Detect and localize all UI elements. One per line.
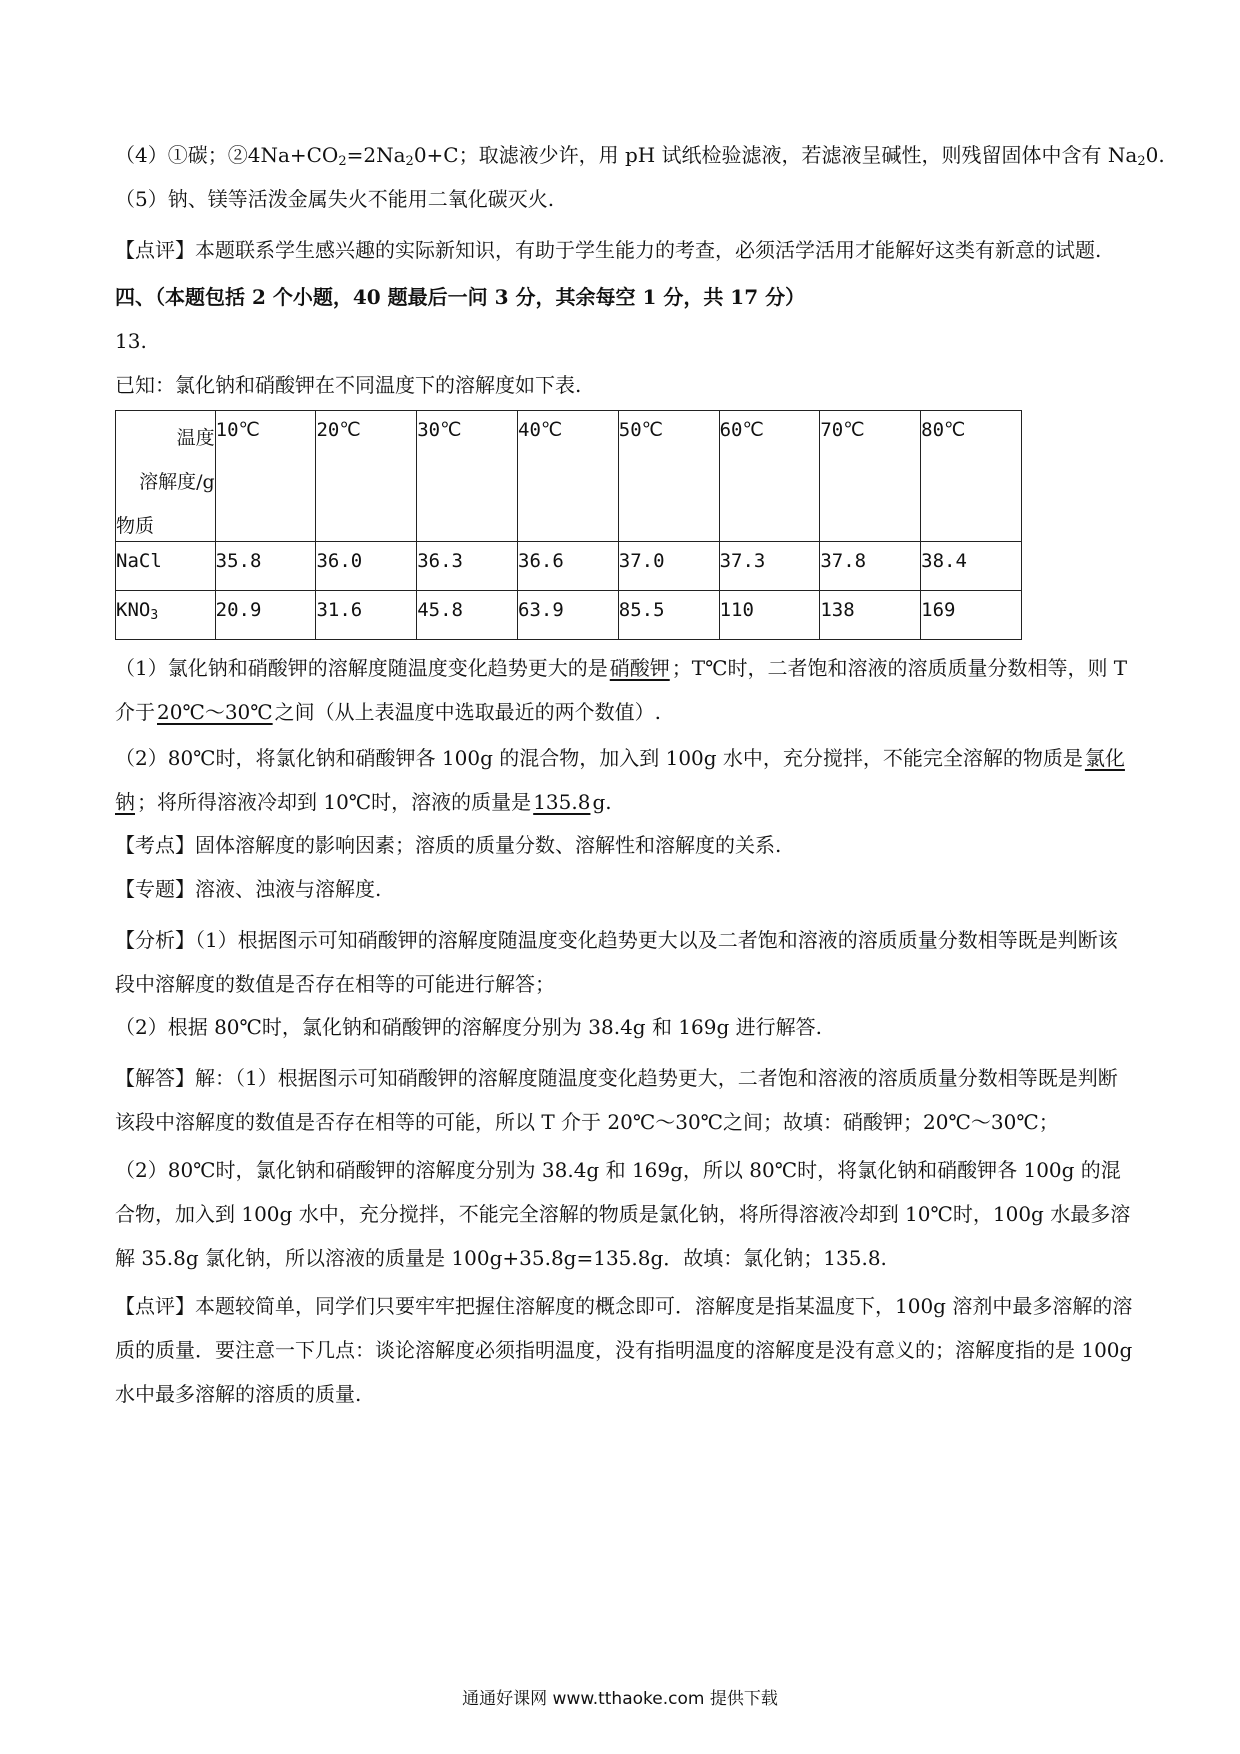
question-number: 13. (115, 329, 147, 353)
row-label-nacl: NaCl (116, 542, 216, 591)
row-label-kno3: $KNO_3$ (116, 591, 216, 640)
temp-header: 50℃ (618, 411, 719, 542)
solubility-table (115, 410, 1022, 640)
answer-blank-1: 硝酸钾 (609, 656, 670, 680)
table-cell: 37.0 (618, 542, 719, 591)
table-cell: 20.9 (215, 591, 316, 640)
temp-header: 30℃ (417, 411, 518, 542)
temp-header: 10℃ (215, 411, 316, 542)
table-cell: 35.8 (215, 542, 316, 591)
document-body (115, 140, 1165, 1416)
table-header-row (116, 411, 1022, 542)
temp-header: 20℃ (316, 411, 417, 542)
temp-header: 70℃ (820, 411, 921, 542)
temp-header: 40℃ (518, 411, 619, 542)
table-cell: 36.3 (417, 542, 518, 591)
solution-paragraph-1: 【解答】解：（1）根据图示可知硝酸钾的溶解度随温度变化趋势更大，二者饱和溶液的溶质质量分数相等既是判断该段中溶解度的数值是否存在相等的可能，所以 T 介于 20℃～30℃之间；故填：硝酸钾；20℃～30℃； (115, 1066, 1118, 1134)
table-row-nacl (116, 542, 1022, 591)
temp-header: 60℃ (719, 411, 820, 542)
table-cell: 45.8 (417, 591, 518, 640)
answer-part-5: （5）钠、镁等活泼金属失火不能用二氧化碳灭火. (115, 187, 555, 211)
table-corner-cell (116, 411, 216, 542)
solution-paragraph-2: （2）80℃时，氯化钠和硝酸钾的溶解度分别为 38.4g 和 169g，所以 80℃时，将氯化钠和硝酸钾各 100g 的混合物，加入到 100g 水中，充分搅拌，不能完全溶解的物质是氯化钠，将所得溶液冷却到 10℃时，100g 水最多溶解 35.8g 氯化钠，所以溶液的质量是 100g+35.8g=135.8g．故填：氯化钠；135.8. (115, 1158, 1131, 1270)
table-cell: 169 (921, 591, 1022, 640)
header-label-solubility: 溶解度/g (139, 471, 215, 493)
table-cell: 36.6 (518, 542, 619, 591)
table-cell: 110 (719, 591, 820, 640)
subquestion-1: （1）氯化钠和硝酸钾的溶解度随温度变化趋势更大的是 硝酸钾 ；T℃时，二者饱和溶液的溶质质量分数相等，则 T 介于 20℃～30℃ 之间（从上表温度中选取最近的两个数值）. (115, 656, 1128, 724)
table-row-kno3 (116, 591, 1022, 640)
table-cell: 37.8 (820, 542, 921, 591)
question-intro: 已知：氯化钠和硝酸钾在不同温度下的溶解度如下表. (115, 373, 582, 397)
subquestion-2: （2）80℃时，将氯化钠和硝酸钾各 100g 的混合物，加入到 100g 水中，充分搅拌，不能完全溶解的物质是 氯化钠 ；将所得溶液冷却到 10℃时，溶液的质量是 135.8 g. (115, 746, 1125, 814)
answer-blank-2: 20℃～30℃ (157, 700, 273, 724)
answer-blank-4: 135.8 (533, 790, 591, 814)
header-label-temp: 温度 (176, 427, 215, 449)
zhuanti-line: 【专题】溶液、浊液与溶解度. (115, 877, 382, 901)
review-paragraph-2: 【点评】本题较简单，同学们只要牢牢把握住溶解度的概念即可．溶解度是指某温度下，100g 溶剂中最多溶解的溶质的质量．要注意一下几点：谈论溶解度必须指明温度，没有指明温度的溶解度是没有意义的；溶解度指的是 100g 水中最多溶解的溶质的质量. (115, 1294, 1133, 1406)
kaodian-line: 【考点】固体溶解度的影响因素；溶质的质量分数、溶解性和溶解度的关系. (115, 833, 782, 857)
analysis-paragraph-2: （2）根据 80℃时，氯化钠和硝酸钾的溶解度分别为 38.4g 和 169g 进行解答. (115, 1015, 823, 1039)
page-footer: 通通好课网 www.tthaoke.com 提供下载 (462, 1689, 778, 1709)
table-cell: 37.3 (719, 542, 820, 591)
answer-blank-3: 氯化钠 (115, 746, 1125, 814)
table-cell: 63.9 (518, 591, 619, 640)
table-cell: 36.0 (316, 542, 417, 591)
answer-part-4: （4）①碳；$②4Na+CO_2=2Na_20+C$；取滤液少许，用 pH 试纸检验滤液，若滤液呈碱性，则残留固体中含有 $Na_20$. (115, 143, 1165, 169)
table-cell: 138 (820, 591, 921, 640)
temp-header: 80℃ (921, 411, 1022, 542)
header-label-substance: 物质 (116, 515, 155, 537)
analysis-paragraph-1: 【分析】（1）根据图示可知硝酸钾的溶解度随温度变化趋势更大以及二者饱和溶液的溶质质量分数相等既是判断该段中溶解度的数值是否存在相等的可能进行解答； (115, 928, 1118, 996)
table-cell: 85.5 (618, 591, 719, 640)
table-cell: 31.6 (316, 591, 417, 640)
review-paragraph: 【点评】本题联系学生感兴趣的实际新知识，有助于学生能力的考查，必须活学活用才能解好这类有新意的试题. (115, 238, 1102, 262)
table-cell: 38.4 (921, 542, 1022, 591)
section-title: 四、（本题包括 2 个小题，40 题最后一问 3 分，其余每空 1 分，共 17 分） (115, 285, 806, 309)
